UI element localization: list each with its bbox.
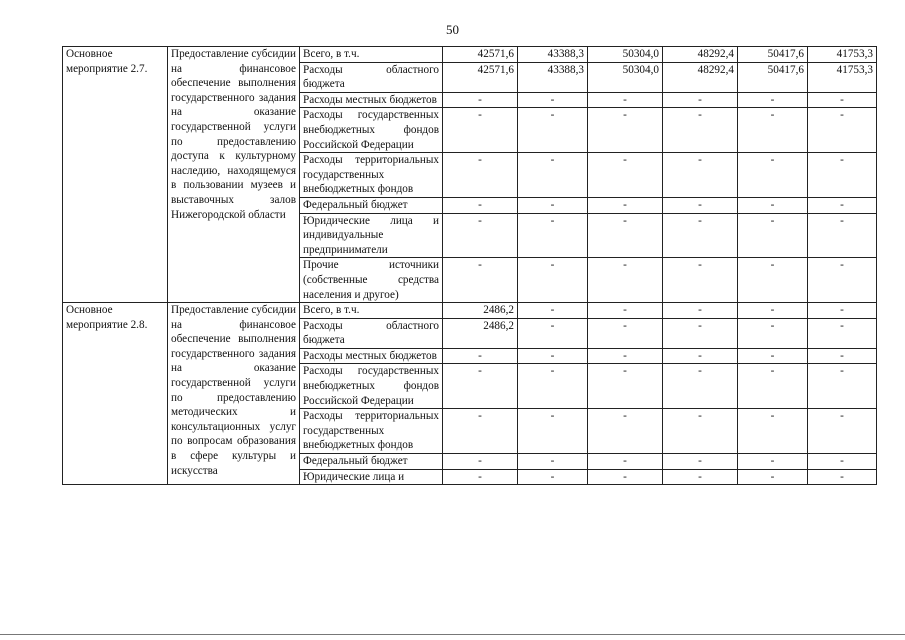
year-value-cell: - <box>588 348 663 364</box>
year-value-cell: - <box>808 197 877 213</box>
funding-source-cell: Расходы областного бюджета <box>300 318 443 348</box>
year-value-cell: 50304,0 <box>588 62 663 92</box>
year-value-cell: - <box>518 348 588 364</box>
funding-source-cell: Юридические лица и <box>300 469 443 485</box>
year-value-cell: - <box>808 454 877 470</box>
year-value-cell: - <box>663 92 738 108</box>
year-value-cell: - <box>808 213 877 258</box>
year-value-cell: 48292,4 <box>663 47 738 63</box>
funding-source-cell: Всего, в т.ч. <box>300 47 443 63</box>
year-value-cell: - <box>518 108 588 153</box>
year-value-cell: - <box>738 213 808 258</box>
year-value-cell: 43388,3 <box>518 47 588 63</box>
measure-name-cell: Основное мероприятие 2.8. <box>63 303 168 485</box>
year-value-cell: - <box>808 108 877 153</box>
year-value-cell: - <box>588 213 663 258</box>
year-value-cell: - <box>738 318 808 348</box>
year-value-cell: 41753,3 <box>808 47 877 63</box>
funding-source-cell: Расходы территориальных государственных внебюджетных фондов <box>300 153 443 198</box>
year-value-cell: - <box>738 364 808 409</box>
year-value-cell: - <box>443 469 518 485</box>
year-value-cell: - <box>663 303 738 319</box>
year-value-cell: - <box>443 258 518 303</box>
year-value-cell: - <box>738 303 808 319</box>
year-value-cell: - <box>518 364 588 409</box>
year-value-cell: - <box>808 364 877 409</box>
funding-source-cell: Прочие источники (собственные средства населения и другое) <box>300 258 443 303</box>
funding-source-cell: Расходы государственных внебюджетных фондов Российской Федерации <box>300 364 443 409</box>
year-value-cell: - <box>588 92 663 108</box>
year-value-cell: - <box>738 348 808 364</box>
measure-name-cell: Основное мероприятие 2.7. <box>63 47 168 303</box>
year-value-cell: - <box>663 258 738 303</box>
year-value-cell: - <box>518 409 588 454</box>
year-value-cell: - <box>588 454 663 470</box>
year-value-cell: - <box>663 197 738 213</box>
year-value-cell: - <box>443 213 518 258</box>
year-value-cell: - <box>588 409 663 454</box>
year-value-cell: - <box>808 318 877 348</box>
funding-source-cell: Федеральный бюджет <box>300 454 443 470</box>
table-row <box>63 303 877 319</box>
budget-table <box>62 46 877 485</box>
year-value-cell: 42571,6 <box>443 47 518 63</box>
year-value-cell: - <box>518 318 588 348</box>
year-value-cell: - <box>808 303 877 319</box>
year-value-cell: - <box>443 108 518 153</box>
year-value-cell: - <box>588 318 663 348</box>
year-value-cell: - <box>663 348 738 364</box>
year-value-cell: 48292,4 <box>663 62 738 92</box>
year-value-cell: - <box>443 409 518 454</box>
funding-source-cell: Расходы областного бюджета <box>300 62 443 92</box>
year-value-cell: - <box>663 108 738 153</box>
year-value-cell: - <box>518 258 588 303</box>
year-value-cell: - <box>738 197 808 213</box>
year-value-cell: - <box>518 92 588 108</box>
measure-description-cell: Предоставление субсидии на финансовое обеспечение выполнения государственного задания на оказание государственной услуги по предоставлению доступа к культурному наследию, находящемуся в пользовании музеев и выставочных залов Нижегородской области <box>168 47 300 303</box>
year-value-cell: - <box>588 153 663 198</box>
year-value-cell: 42571,6 <box>443 62 518 92</box>
year-value-cell: - <box>663 318 738 348</box>
year-value-cell: 50417,6 <box>738 62 808 92</box>
year-value-cell: - <box>588 364 663 409</box>
year-value-cell: - <box>443 348 518 364</box>
year-value-cell: - <box>663 213 738 258</box>
year-value-cell: - <box>518 153 588 198</box>
funding-source-cell: Юридические лица и индивидуальные предприниматели <box>300 213 443 258</box>
year-value-cell: - <box>808 409 877 454</box>
year-value-cell: - <box>738 92 808 108</box>
year-value-cell: - <box>738 409 808 454</box>
year-value-cell: - <box>808 469 877 485</box>
year-value-cell: - <box>588 303 663 319</box>
year-value-cell: - <box>663 469 738 485</box>
year-value-cell: - <box>518 213 588 258</box>
year-value-cell: - <box>518 454 588 470</box>
page-bottom-rule <box>0 634 905 635</box>
funding-source-cell: Расходы местных бюджетов <box>300 92 443 108</box>
year-value-cell: - <box>663 454 738 470</box>
year-value-cell: - <box>443 364 518 409</box>
year-value-cell: - <box>663 364 738 409</box>
year-value-cell: - <box>808 92 877 108</box>
year-value-cell: - <box>808 348 877 364</box>
year-value-cell: - <box>663 153 738 198</box>
year-value-cell: - <box>443 92 518 108</box>
funding-source-cell: Расходы государственных внебюджетных фондов Российской Федерации <box>300 108 443 153</box>
year-value-cell: - <box>588 197 663 213</box>
year-value-cell: - <box>443 197 518 213</box>
year-value-cell: - <box>443 454 518 470</box>
year-value-cell: - <box>808 153 877 198</box>
page-number: 50 <box>446 22 459 37</box>
year-value-cell: - <box>518 197 588 213</box>
year-value-cell: - <box>588 108 663 153</box>
funding-source-cell: Федеральный бюджет <box>300 197 443 213</box>
year-value-cell: 2486,2 <box>443 303 518 319</box>
year-value-cell: - <box>588 258 663 303</box>
year-value-cell: - <box>738 469 808 485</box>
year-value-cell: - <box>808 258 877 303</box>
year-value-cell: - <box>588 469 663 485</box>
year-value-cell: 2486,2 <box>443 318 518 348</box>
year-value-cell: - <box>738 258 808 303</box>
year-value-cell: - <box>663 409 738 454</box>
year-value-cell: 50417,6 <box>738 47 808 63</box>
year-value-cell: - <box>518 469 588 485</box>
year-value-cell: - <box>738 454 808 470</box>
funding-source-cell: Расходы территориальных государственных внебюджетных фондов <box>300 409 443 454</box>
year-value-cell: - <box>443 153 518 198</box>
table-row <box>63 47 877 63</box>
year-value-cell: - <box>738 153 808 198</box>
measure-description-cell: Предоставление субсидии на финансовое обеспечение выполнения государственного задания на оказание государственной услуги по предоставлению методических и консультационных услуг по вопросам образования в сфере культуры и искусства <box>168 303 300 485</box>
year-value-cell: 41753,3 <box>808 62 877 92</box>
funding-source-cell: Всего, в т.ч. <box>300 303 443 319</box>
year-value-cell: 50304,0 <box>588 47 663 63</box>
year-value-cell: - <box>518 303 588 319</box>
funding-source-cell: Расходы местных бюджетов <box>300 348 443 364</box>
year-value-cell: - <box>738 108 808 153</box>
year-value-cell: 43388,3 <box>518 62 588 92</box>
